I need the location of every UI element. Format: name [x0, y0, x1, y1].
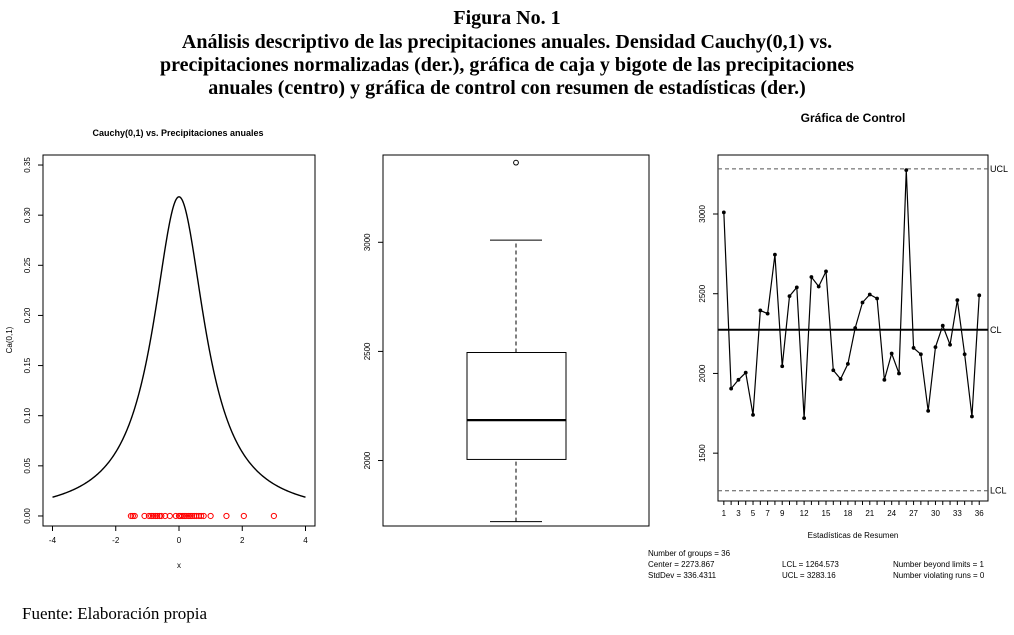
cauchy-chart-title: Cauchy(0,1) vs. Precipitaciones anuales [92, 128, 264, 138]
control-chart-title: Gráfica de Control [800, 111, 906, 125]
cauchy-y-tick-label: 0.15 [23, 357, 32, 374]
control-summary-col-1 [648, 548, 730, 581]
control-point [941, 324, 945, 328]
cauchy-y-tick-label: 0.30 [23, 207, 32, 223]
control-point [824, 269, 828, 273]
boxplot-panel [363, 155, 649, 526]
summary-lcl: LCL = 1264.573 [782, 560, 839, 569]
control-point [817, 285, 821, 289]
control-point [846, 362, 850, 366]
cauchy-y-axis-label: Ca(0,1) [5, 326, 14, 354]
cauchy-x-tick-label: 2 [240, 536, 245, 545]
boxplot-outlier [514, 160, 519, 165]
control-x-tick-label: 3 [736, 509, 741, 518]
figure-source: Fuente: Elaboración propia [22, 604, 208, 623]
boxplot-y-tick-label: 2500 [363, 342, 372, 361]
control-x-tick-label: 7 [765, 509, 770, 518]
control-point [882, 378, 886, 382]
control-point [751, 413, 755, 417]
control-x-axis-label: Estadísticas de Resumen [807, 531, 899, 540]
control-y-tick-label: 2500 [698, 284, 707, 303]
figure-caption-line-3: anuales (centro) y gráfica de control con resumen de estadísticas (der.) [208, 77, 806, 99]
control-point [853, 326, 857, 330]
control-point [839, 377, 843, 381]
control-point [919, 352, 923, 356]
control-x-tick-label: 12 [799, 509, 809, 518]
figure-heading: Figura No. 1 [453, 7, 561, 29]
summary-violating-runs: Number violating runs = 0 [893, 571, 985, 580]
cauchy-x-tick-label: 0 [176, 536, 182, 545]
control-point [948, 343, 952, 347]
control-chart-panel [698, 111, 1008, 540]
control-point [780, 364, 784, 368]
control-point [766, 312, 770, 316]
ucl-label: UCL [990, 163, 1009, 174]
control-point [934, 345, 938, 349]
control-point [722, 211, 726, 215]
control-x-tick-label: 9 [779, 509, 785, 518]
control-summary-col-2 [782, 559, 839, 581]
control-x-tick-label: 21 [865, 509, 875, 518]
cauchy-y-tick-label: 0.05 [23, 458, 32, 474]
control-point [904, 168, 908, 172]
control-x-tick-label: 33 [952, 509, 962, 518]
control-point [926, 409, 930, 413]
control-y-tick-label: 3000 [698, 205, 707, 223]
figure-caption-line-2: precipitaciones normalizadas (der.), gráfica de caja y bigote de las precipitaciones [160, 54, 854, 76]
cauchy-x-axis-label: x [177, 561, 181, 570]
control-point [868, 293, 872, 297]
control-x-tick-label: 18 [843, 509, 853, 518]
cauchy-x-tick-label: -4 [48, 536, 57, 545]
boxplot-y-tick-label: 3000 [363, 233, 372, 252]
control-point [831, 368, 835, 372]
control-point [758, 309, 762, 313]
cauchy-y-tick-label: 0.10 [23, 407, 32, 424]
control-point [744, 371, 748, 375]
control-series-line [724, 170, 979, 418]
summary-number-of-groups: Number of groups = 36 [648, 549, 731, 558]
control-point [970, 415, 974, 419]
summary-center: Center = 2273.867 [648, 560, 715, 569]
lcl-label: LCL [990, 485, 1007, 496]
cauchy-x-tick-label: -2 [112, 536, 120, 545]
cauchy-y-tick-label: 0.00 [23, 508, 32, 524]
summary-stddev: StdDev = 336.4311 [648, 571, 717, 580]
figure-caption-line-1: Análisis descriptivo de las precipitaciones anuales. Densidad Cauchy(0,1) vs. [181, 31, 833, 53]
control-summary-col-3 [893, 559, 984, 581]
control-point [861, 301, 865, 305]
control-point [788, 294, 792, 298]
cauchy-density-curve [52, 197, 305, 497]
cauchy-y-tick-label: 0.35 [23, 157, 32, 173]
control-point [737, 378, 741, 382]
control-point [810, 275, 814, 279]
control-y-tick-label: 1500 [698, 444, 707, 463]
cauchy-data-point [271, 513, 276, 518]
control-x-tick-label: 27 [909, 509, 919, 518]
control-x-tick-label: 1 [721, 509, 727, 518]
control-point [955, 298, 959, 302]
cauchy-data-point [241, 513, 246, 518]
cauchy-y-tick-label: 0.20 [23, 307, 32, 324]
cl-label: CL [990, 324, 1002, 335]
boxplot-box [467, 353, 566, 460]
summary-beyond-limits: Number beyond limits = 1 [893, 560, 984, 569]
control-point [729, 387, 733, 391]
control-point [912, 346, 916, 350]
control-point [890, 352, 894, 356]
cauchy-x-tick-label: 4 [303, 536, 308, 545]
control-point [977, 293, 981, 297]
control-point [773, 253, 777, 257]
boxplot-y-tick-label: 2000 [363, 451, 372, 470]
control-x-tick-label: 24 [887, 509, 897, 518]
control-point [897, 372, 901, 376]
control-x-tick-label: 36 [974, 509, 984, 518]
control-x-tick-label: 30 [931, 509, 940, 518]
cauchy-plot-frame [43, 155, 315, 526]
cauchy-y-tick-label: 0.25 [23, 257, 32, 274]
control-point [875, 297, 879, 301]
control-point [802, 416, 806, 420]
cauchy-density-panel [5, 128, 315, 570]
summary-ucl: UCL = 3283.16 [782, 571, 836, 580]
control-x-tick-label: 5 [750, 509, 756, 518]
control-point [795, 285, 799, 289]
control-x-tick-label: 15 [821, 509, 831, 518]
control-y-tick-label: 2000 [698, 364, 707, 383]
cauchy-data-point [208, 513, 213, 518]
control-point [963, 352, 967, 356]
cauchy-data-point [224, 513, 229, 518]
